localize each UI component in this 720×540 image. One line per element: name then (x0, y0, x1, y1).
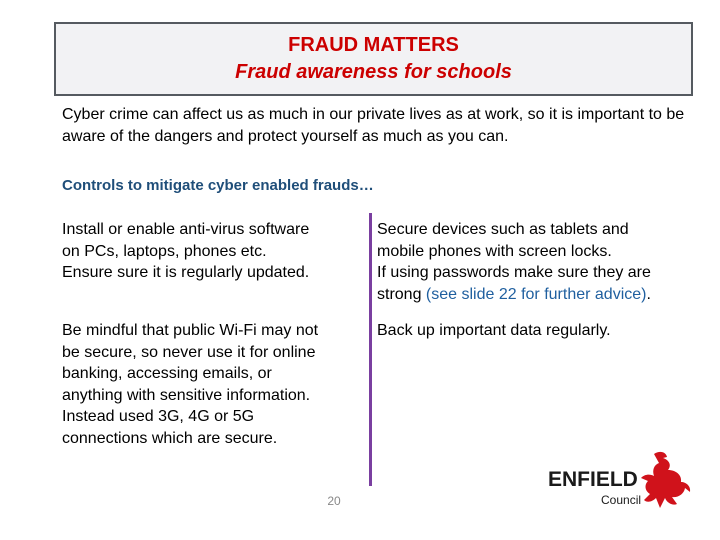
antivirus-cell (62, 219, 362, 284)
cell-line: be secure, so never use it for online (62, 343, 316, 361)
intro-paragraph: Cyber crime can affect us as much in our private lives as at work, so it is important to be aware of the dangers and protect yourself as much as you can. (62, 106, 685, 145)
enfield-logo-svg (546, 448, 696, 518)
enfield-council-logo (546, 448, 696, 518)
cell-line: anything with sensitive information. (62, 386, 311, 404)
slide-subtitle: Fraud awareness for schools (235, 61, 512, 83)
logo-council: Council (601, 493, 642, 507)
cell-line: Instead used 3G, 4G or 5G (62, 408, 255, 425)
cell-line: connections which are secure. (62, 429, 278, 447)
cell-line: mobile phones with screen locks. (377, 242, 612, 260)
wifi-cell (62, 320, 362, 449)
cell-line: on PCs, laptops, phones etc. (62, 242, 267, 260)
cell-line (377, 284, 697, 306)
cell-line: Be mindful that public Wi-Fi may not (62, 322, 319, 339)
logo-name: ENFIELD (548, 468, 638, 491)
cell-line: banking, accessing emails, or (62, 365, 272, 382)
cell-line: Secure devices such as tablets and (377, 221, 629, 238)
devices-cell (377, 219, 697, 305)
backup-cell: Back up important data regularly. (377, 322, 611, 339)
cell-line: Ensure sure it is regularly updated. (62, 264, 310, 281)
cell-line: Install or enable anti-virus software (62, 221, 310, 238)
page-number: 20 (327, 494, 341, 508)
cell-text: . (646, 285, 651, 303)
slide-reference-link: (see slide 22 for further advice) (425, 285, 647, 303)
slide-title: FRAUD MATTERS (288, 34, 459, 56)
column-divider (369, 213, 372, 486)
title-box (54, 22, 693, 96)
controls-heading: Controls to mitigate cyber enabled frauds… (62, 177, 374, 194)
dragon-icon (641, 452, 690, 508)
cell-text: strong (377, 285, 426, 303)
cell-line: If using passwords make sure they are (377, 264, 651, 281)
